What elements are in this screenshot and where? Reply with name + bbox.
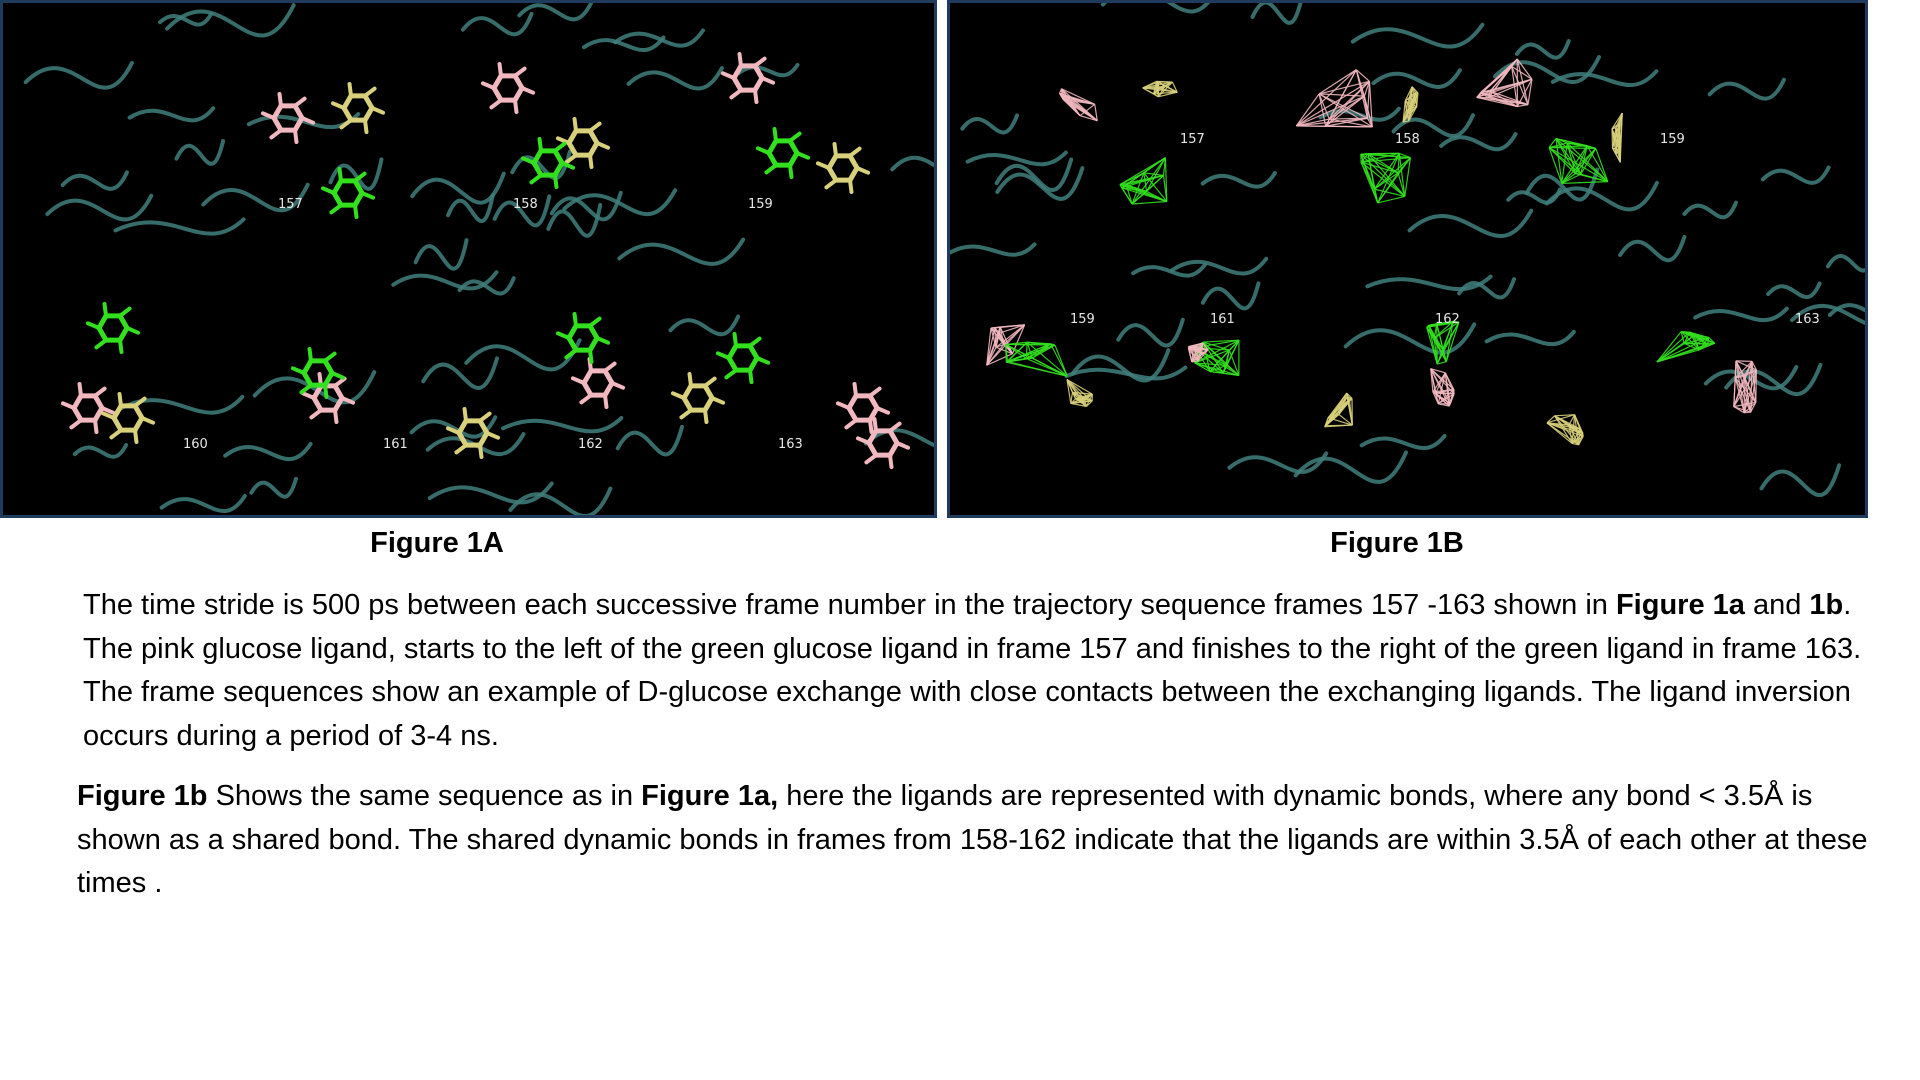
protein-ribbon — [1203, 283, 1259, 308]
protein-ribbon — [1203, 173, 1275, 187]
frame-number-label: 161 — [383, 437, 408, 452]
ligand-bond — [295, 99, 305, 106]
ligand-bond — [835, 144, 836, 156]
ligand-bond — [323, 188, 334, 193]
pink-ligand — [723, 54, 773, 102]
figure-1b-frames-svg — [950, 3, 1865, 515]
protein-ribbon — [1410, 211, 1532, 236]
yellow-ligand — [673, 374, 723, 422]
ligand-bond — [731, 90, 741, 97]
protein-ribbon — [466, 340, 579, 369]
ligand-bond — [325, 385, 326, 397]
ligand-bond — [335, 386, 342, 398]
ligand-bond — [605, 371, 612, 383]
protein-ribbon — [670, 317, 738, 335]
frame-number-label: 158 — [513, 197, 538, 212]
protein-ribbon — [1373, 70, 1459, 87]
ligand-bond — [866, 455, 876, 462]
para1-text-3: . The pink glucose ligand, starts to the left of the green glucose ligand in frame 157 and finishes to the right of the green ligand in frame 163. The frame sequences show an example of D-glucose exchange with close contacts between the exchanging ligands. The ligand inversion occurs during a period of 3-4 ns. — [83, 589, 1862, 752]
ligand-bond — [333, 103, 344, 108]
ligand-bond — [590, 319, 600, 326]
dynamic-bond — [1325, 399, 1349, 425]
ligand-bond — [718, 353, 729, 358]
ligand-bond — [826, 180, 836, 187]
frame-number-label: 159 — [1660, 132, 1685, 147]
dynamic-bond — [1006, 344, 1007, 362]
ligand-bond — [120, 309, 130, 316]
pink-ligand — [63, 384, 113, 432]
ligand-bond — [775, 129, 776, 141]
ligand-bond — [135, 430, 136, 442]
ligand-bond — [500, 64, 501, 76]
dynamic-bond — [1399, 153, 1405, 196]
protein-ribbon — [162, 496, 245, 511]
para2-text-2: here the ligands are represented with dynamic bonds, where any bond < 3.5Å is shown as a shared bond. The shared dynamic bonds in frames from 158-162 indicate that the ligands are within 3.5Å of each other at these times . — [77, 780, 1868, 899]
ligand-bond — [726, 370, 736, 377]
ligand-bond — [750, 370, 751, 382]
dynamic-bond — [1032, 344, 1050, 358]
dynamic-bond — [1517, 105, 1528, 107]
protein-ribbon — [225, 444, 310, 459]
protein-ribbon — [968, 153, 1066, 165]
protein-ribbon — [26, 63, 132, 88]
ligand-bond — [705, 386, 712, 398]
ligand-bond — [850, 180, 851, 192]
ligand-bond — [558, 333, 569, 338]
protein-ribbon — [1362, 436, 1445, 448]
protein-ribbon — [950, 244, 1034, 254]
green-ligand-mesh — [1361, 153, 1411, 203]
protein-ribbon — [1527, 170, 1597, 200]
ligand-bond — [581, 395, 591, 402]
ligand-bond — [838, 403, 849, 408]
ligand-bond — [590, 124, 600, 131]
ligand-bond — [480, 421, 487, 433]
dynamic-bond — [1319, 70, 1356, 94]
ligand-bond — [71, 420, 81, 427]
yellow-ligand-mesh — [1403, 87, 1418, 123]
frame-number-label: 162 — [1435, 312, 1460, 327]
green-ligand-mesh — [1657, 332, 1715, 362]
pink-ligand — [838, 384, 888, 432]
ligand-bond — [575, 119, 576, 131]
ligand-bond — [755, 90, 756, 102]
protein-ribbon — [463, 14, 532, 34]
ligand-bond — [120, 340, 121, 352]
green-ligand — [558, 314, 608, 362]
ligand-bond — [515, 69, 525, 76]
yellow-ligand-mesh — [1612, 113, 1622, 162]
pink-ligand — [483, 64, 533, 112]
ligand-bond — [750, 346, 757, 358]
ligand-bond — [96, 340, 106, 347]
para1-text-1: The time stride is 500 ps between each successive frame number in the trajectory sequence frames 157 -163 shown in — [83, 589, 1616, 621]
protein-ribbon — [629, 68, 722, 88]
figure-1a-frames-svg — [3, 3, 934, 515]
figure-1a-caption: Figure 1A — [370, 527, 504, 559]
protein-ribbon — [251, 479, 296, 497]
protein-ribbon — [115, 219, 243, 233]
dynamic-bond — [1006, 344, 1051, 345]
ligand-bond — [293, 368, 304, 373]
ligand-bond — [766, 165, 776, 172]
ligand-bond — [111, 430, 121, 437]
frame-number-label: 161 — [1210, 312, 1235, 327]
ligand-bond — [590, 350, 591, 362]
ligand-bond — [456, 445, 466, 452]
yellow-ligand — [818, 144, 868, 192]
ligand-bond — [681, 410, 691, 417]
ligand-bond — [135, 406, 142, 418]
ligand-bond — [515, 76, 522, 88]
ligand-bond — [88, 323, 99, 328]
protein-ribbon — [412, 174, 504, 203]
protein-ribbon — [1172, 259, 1266, 274]
ligand-bond — [480, 445, 481, 457]
ligand-bond — [890, 455, 891, 467]
para2-bold-figure-1b: Figure 1b — [77, 780, 208, 812]
ligand-bond — [335, 410, 336, 422]
dynamic-bond — [1156, 81, 1172, 82]
ligand-bond — [590, 326, 597, 338]
protein-ribbon — [1830, 302, 1865, 319]
ligand-bond — [325, 354, 335, 361]
para2-bold-figure-1a: Figure 1a, — [641, 780, 779, 812]
protein-ribbon — [1133, 265, 1205, 276]
protein-ribbon — [75, 445, 126, 457]
protein-ribbon — [1763, 167, 1829, 182]
figure-1a-image — [0, 0, 937, 518]
protein-ribbon — [1103, 3, 1221, 12]
ligand-bond — [870, 396, 877, 408]
protein-ribbon — [1695, 309, 1787, 320]
ligand-bond — [850, 149, 860, 156]
dynamic-bond — [1735, 361, 1736, 378]
ligand-bond — [95, 389, 105, 396]
protein-ribbon — [393, 272, 496, 288]
figure-1b-caption: Figure 1B — [1330, 527, 1464, 559]
ligand-bond — [846, 420, 856, 427]
ligand-bond — [350, 84, 351, 96]
green-ligand — [88, 304, 138, 352]
ligand-bond — [740, 54, 741, 66]
yellow-ligand-mesh — [1547, 415, 1583, 445]
ligand-bond — [850, 156, 857, 168]
ligand-bond — [790, 134, 800, 141]
ligand-bond — [890, 431, 897, 443]
ligand-bond — [573, 378, 584, 383]
protein-ribbon — [619, 240, 743, 264]
dynamic-bond — [1657, 343, 1684, 361]
protein-ribbon — [1710, 80, 1784, 99]
ligand-bond — [365, 120, 366, 132]
ligand-bond — [310, 349, 311, 361]
ligand-bond — [870, 389, 880, 396]
frame-number-label: 159 — [748, 197, 773, 212]
green-ligand — [523, 139, 573, 187]
ligand-bond — [575, 314, 576, 326]
dynamic-bond — [1736, 361, 1752, 362]
ligand-bond — [540, 139, 541, 151]
yellow-ligand-mesh — [1067, 379, 1092, 406]
frame-number-label: 160 — [183, 437, 208, 452]
ligand-bond — [605, 395, 606, 407]
pink-ligand-mesh — [1431, 369, 1454, 406]
ligand-bond — [80, 384, 81, 396]
yellow-ligand — [448, 409, 498, 457]
protein-ribbon — [1252, 3, 1301, 23]
ligand-bond — [280, 94, 281, 106]
ligand-bond — [105, 304, 106, 316]
frame-number-label: 158 — [1395, 132, 1420, 147]
ligand-bond — [295, 130, 296, 142]
ligand-bond — [818, 163, 829, 168]
yellow-ligand-mesh — [1143, 81, 1177, 96]
ligand-bond — [858, 438, 869, 443]
protein-ribbon — [584, 37, 663, 50]
frame-number-label: 159 — [1070, 312, 1095, 327]
ligand-bond — [790, 165, 791, 177]
para1-bold-figure-1a: Figure 1a — [1615, 589, 1745, 621]
dynamic-bond — [1132, 202, 1167, 204]
ligand-bond — [120, 316, 127, 328]
ligand-bond — [758, 148, 769, 153]
ligand-bond — [480, 414, 490, 421]
ligand-bond — [555, 175, 556, 187]
pink-ligand-mesh — [1296, 70, 1372, 127]
ligand-bond — [531, 175, 541, 182]
ligand-bond — [750, 339, 760, 346]
protein-ribbon — [1118, 320, 1182, 346]
ligand-bond — [301, 385, 311, 392]
protein-ribbon — [892, 153, 934, 174]
ligand-bond — [465, 409, 466, 421]
ligand-bond — [365, 89, 375, 96]
ligand-bond — [325, 361, 332, 373]
ligand-bond — [355, 205, 356, 217]
pink-ligand — [858, 419, 908, 467]
protein-ribbon — [503, 418, 621, 431]
dynamic-bond — [1361, 153, 1399, 154]
frame-number-label: 157 — [1180, 132, 1205, 147]
protein-ribbon — [423, 358, 497, 388]
frame-number-label: 157 — [278, 197, 303, 212]
ligand-bond — [855, 384, 856, 396]
protein-ribbon — [1761, 465, 1839, 495]
protein-ribbon — [1073, 350, 1169, 380]
ligand-bond — [705, 410, 706, 422]
yellow-ligand-mesh — [1325, 393, 1353, 427]
protein-ribbon — [176, 141, 223, 164]
ligand-bond — [735, 334, 736, 346]
para1-bold-1b: 1b — [1809, 589, 1844, 621]
protein-ribbon — [416, 240, 467, 269]
ligand-bond — [331, 205, 341, 212]
ligand-bond — [870, 420, 871, 432]
ligand-bond — [95, 420, 96, 432]
protein-ribbon — [1353, 25, 1483, 47]
protein-ribbon — [1495, 57, 1599, 82]
para2-text-1: Shows the same sequence as in — [207, 780, 642, 812]
protein-ribbon — [1828, 252, 1865, 270]
ligand-bond — [515, 100, 516, 112]
protein-ribbon — [130, 108, 214, 120]
frame-number-label: 162 — [578, 437, 603, 452]
ligand-bond — [63, 403, 74, 408]
green-ligand — [323, 169, 373, 217]
ligand-bond — [120, 394, 121, 406]
dynamic-bond — [1325, 425, 1352, 426]
figure-1b-image — [947, 0, 1868, 518]
green-ligand-mesh — [1120, 158, 1167, 204]
protein-ribbon — [47, 196, 151, 220]
pink-ligand — [573, 359, 623, 407]
pink-ligand-mesh — [1734, 361, 1757, 413]
green-ligand-mesh — [1427, 321, 1459, 364]
ligand-bond — [875, 419, 876, 431]
frame-number-label: 163 — [1795, 312, 1820, 327]
protein-ribbon — [962, 115, 1017, 132]
ligand-bond — [723, 73, 734, 78]
ligand-bond — [483, 83, 494, 88]
ligand-bond — [555, 144, 565, 151]
ligand-bond — [605, 364, 615, 371]
dynamic-bond — [1477, 59, 1518, 97]
frame-number-label: 163 — [778, 437, 803, 452]
protein-ribbon — [1768, 283, 1819, 297]
description-paragraph-2 — [77, 775, 1877, 906]
dynamic-bond — [1562, 182, 1608, 184]
ligand-bond — [95, 396, 102, 408]
dynamic-bond — [1684, 343, 1707, 344]
protein-ribbon — [63, 172, 127, 188]
dynamic-bond — [1326, 126, 1373, 127]
ligand-bond — [705, 379, 715, 386]
ligand-bond — [555, 151, 562, 163]
description-paragraph-1 — [83, 584, 1873, 758]
ligand-bond — [790, 141, 797, 153]
pink-ligand-mesh — [1060, 89, 1098, 121]
green-ligand — [718, 334, 768, 382]
protein-ribbon — [618, 427, 682, 455]
ligand-bond — [365, 96, 372, 108]
protein-ribbon — [1620, 237, 1684, 260]
ligand-bond — [340, 169, 341, 181]
ligand-bond — [491, 100, 501, 107]
protein-ribbon — [1517, 41, 1569, 58]
ligand-bond — [755, 59, 765, 66]
green-ligand-mesh — [1549, 139, 1608, 184]
green-ligand — [758, 129, 808, 177]
ligand-bond — [590, 131, 597, 143]
ligand-bond — [311, 410, 321, 417]
ligand-bond — [303, 393, 314, 398]
ligand-bond — [590, 155, 591, 167]
ligand-bond — [271, 130, 281, 137]
ligand-bond — [295, 106, 302, 118]
ligand-bond — [335, 379, 345, 386]
ligand-bond — [690, 374, 691, 386]
protein-ribbon — [1684, 203, 1736, 218]
para1-text-2: and — [1744, 589, 1810, 621]
ligand-bond — [673, 393, 684, 398]
protein-ribbon — [1487, 332, 1574, 344]
